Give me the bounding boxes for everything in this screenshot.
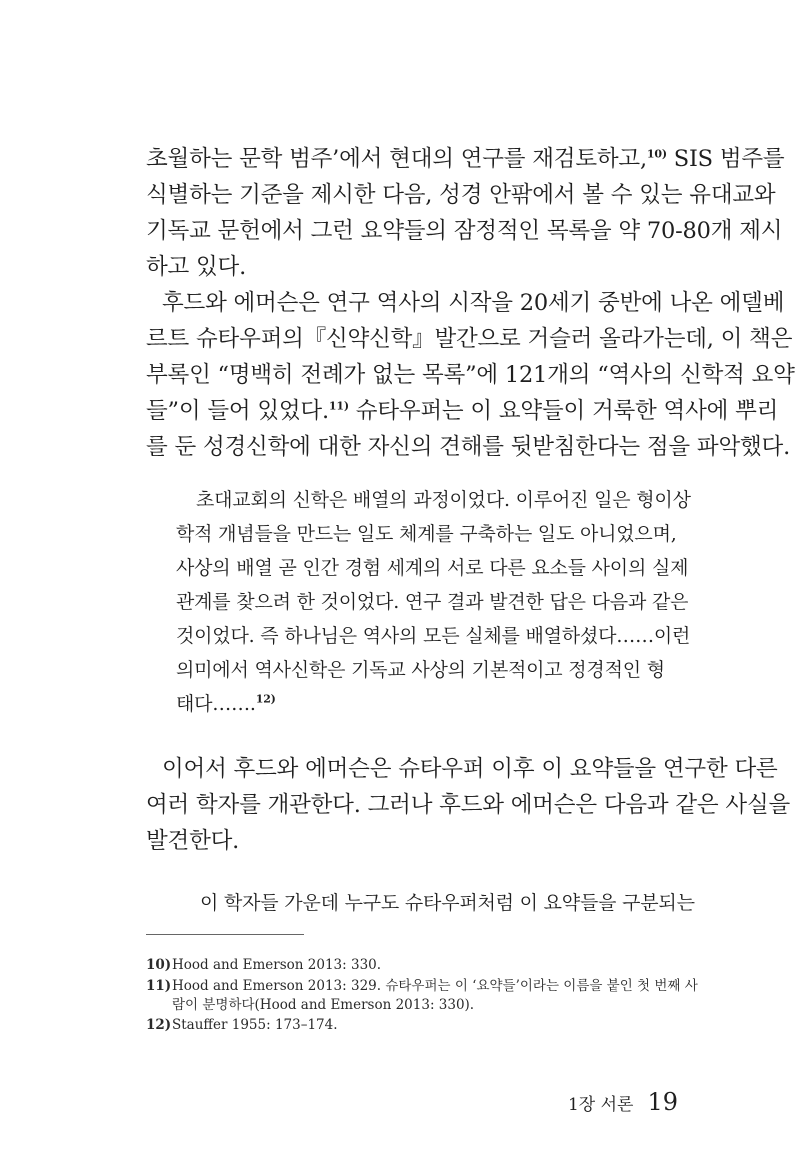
body-line: 를 둔 성경신학에 대한 자신의 견해를 뒷받침한다는 점을 파악했다.: [146, 434, 791, 460]
body-line: 부록인 “명백히 전례가 없는 목록”에 121개의 “역사의 신학적 요약: [146, 362, 795, 388]
quote-line: 학적 개념들을 만드는 일도 체계를 구축하는 일도 아니었으며,: [176, 523, 677, 545]
footnote-text: Hood and Emerson 2013: 330.: [172, 957, 382, 973]
quote-line: 초대교회의 신학은 배열의 과정이었다. 이루어진 일은 형이상: [196, 489, 691, 511]
page-number: 19: [647, 1088, 678, 1116]
footnote-text: Hood and Emerson 2013: 329. 슈타우퍼는 이 ‘요약들’이라는 이름을 붙인 첫 번째 사: [172, 978, 698, 994]
page-footer: [568, 1090, 678, 1114]
footnote-divider: [146, 934, 304, 935]
body-line: 여러 학자를 개관한다. 그러나 후드와 에머슨은 다음과 같은 사실을: [146, 792, 791, 818]
quote-line: 의미에서 역사신학은 기독교 사상의 기본적이고 정경적인 형: [176, 659, 665, 681]
chapter-label: 1장 서론: [567, 1095, 634, 1115]
body-line: 기독교 문헌에서 그런 요약들의 잠정적인 목록을 약 70-80개 제시: [146, 218, 783, 244]
footnote-number: 12): [146, 1017, 172, 1033]
quote-line: 것이었다. 즉 하나님은 역사의 모든 실체를 배열하셨다……이런: [176, 625, 691, 647]
footnote-ref[interactable]: 10): [646, 147, 667, 161]
body-line: [146, 400, 778, 423]
footnote-ref[interactable]: 11): [328, 399, 349, 413]
body-line: 르트 슈타우퍼의『신약신학』발간으로 거슬러 올라가는데, 이 책은: [146, 326, 793, 352]
footnote: [146, 980, 698, 994]
body-text: SIS 범주를: [666, 146, 785, 172]
footnote-number: 10): [146, 957, 172, 973]
body-text: 슈타우퍼는 이 요약들이 거룩한 역사에 뿌리: [348, 398, 779, 424]
footnote: [146, 959, 381, 973]
footnote-ref[interactable]: 12): [255, 692, 276, 706]
footnote-continuation: 람이 분명하다(Hood and Emerson 2013: 330).: [172, 997, 475, 1013]
quote-line: 관계를 찾으려 한 것이었다. 연구 결과 발견한 답은 다음과 같은: [176, 591, 689, 613]
body-line: 발견한다.: [146, 828, 240, 854]
footnote: [146, 1019, 338, 1033]
body-line: 후드와 에머슨은 연구 역사의 시작을 20세기 중반에 나온 에델베: [162, 290, 785, 316]
footnote-text: Stauffer 1955: 173–174.: [172, 1017, 338, 1033]
body-line: 식별하는 기준을 제시한 다음, 성경 안팎에서 볼 수 있는 유대교와: [146, 182, 776, 208]
quote-text: 태다…….: [176, 693, 256, 715]
body-line: 이어서 후드와 에머슨은 슈타우퍼 이후 이 요약들을 연구한 다른: [162, 756, 778, 782]
quote-line: 사상의 배열 곧 인간 경험 세계의 서로 다른 요소들 사이의 실제: [176, 557, 689, 579]
body-text: 들”이 들어 있었다.: [146, 398, 329, 424]
quote-line: 이 학자들 가운데 누구도 슈타우퍼처럼 이 요약들을 구분되는: [200, 892, 695, 914]
body-line: 하고 있다.: [146, 254, 247, 280]
body-text: 초월하는 문학 범주’에서 현대의 연구를 재검토하고,: [146, 146, 647, 172]
quote-line: [176, 692, 276, 715]
body-line: [146, 148, 784, 171]
footnote-number: 11): [146, 978, 172, 994]
